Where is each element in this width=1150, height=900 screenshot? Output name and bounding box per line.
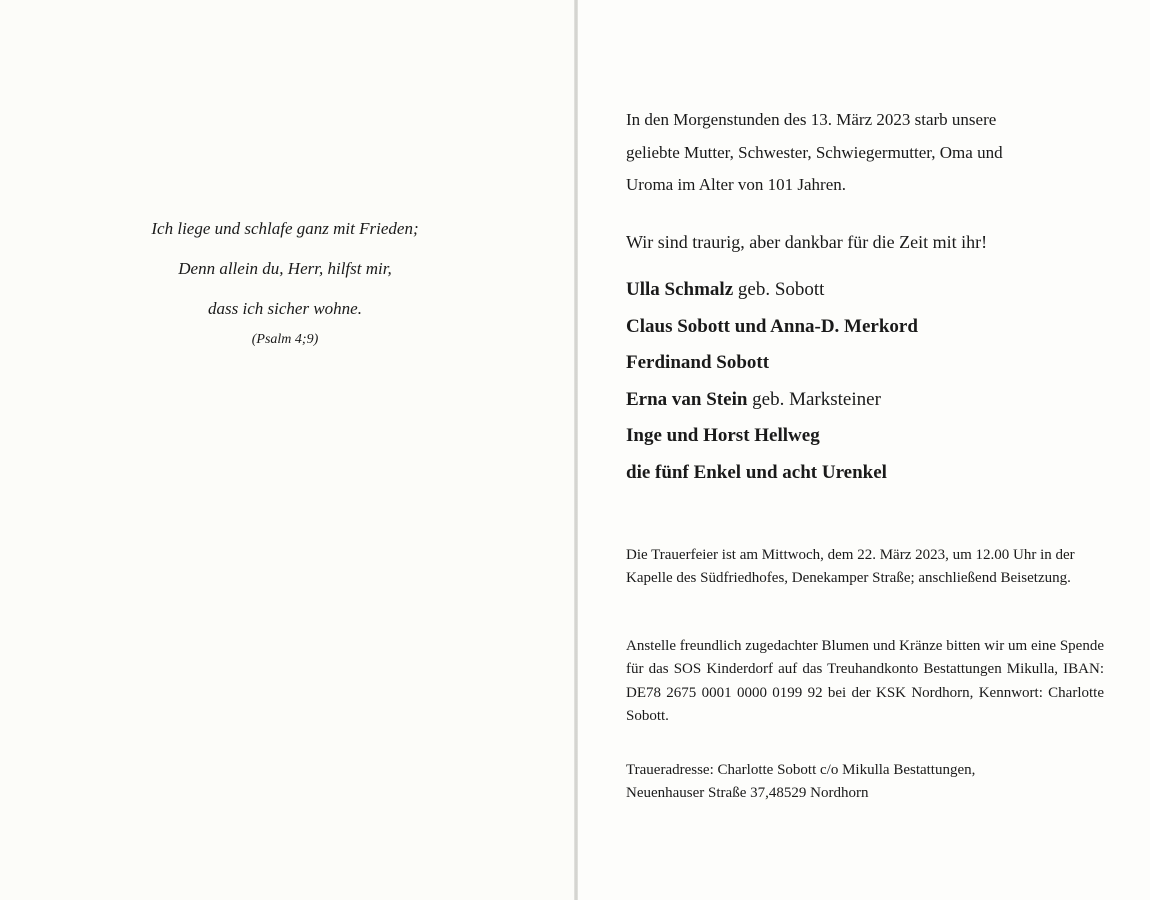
mourner-name: Claus Sobott und Anna-D. Merkord	[626, 315, 918, 337]
gratitude-line: Wir sind traurig, aber dankbar für die Zeit mit ihr!	[626, 232, 988, 252]
right-page	[578, 0, 1150, 900]
death-announcement	[626, 104, 1096, 202]
mourner-name: Inge und Horst Hellweg	[626, 425, 820, 446]
psalm-line: Denn allein du, Herr, hilfst mir,	[178, 259, 392, 278]
address-line: Neuenhauser Straße 37,48529 Nordhorn	[626, 785, 869, 802]
mourner-suffix: geb. Sobott	[733, 279, 825, 300]
mourner-entry	[626, 276, 1126, 313]
address-line: Traueradresse: Charlotte Sobott c/o Mikulla Bestattungen,	[626, 762, 976, 778]
funeral-ceremony-info: Die Trauerfeier ist am Mittwoch, dem 22. März 2023, um 12.00 Uhr in der Kapelle des Südfriedhofes, Denekamper Straße; anschließend Beisetzung.	[626, 547, 1075, 587]
psalm-line: dass ich sicher wohne.	[208, 299, 362, 318]
mourner-name: Erna van Stein	[626, 388, 748, 410]
psalm-line: Ich liege und schlafe ganz mit Frieden;	[151, 219, 419, 238]
mourner-name: Ulla Schmalz	[626, 279, 734, 300]
intro-line: geliebte Mutter, Schwester, Schwiegermutter, Oma und	[626, 142, 1003, 162]
mourner-entry	[626, 386, 1126, 423]
mourner-entry	[626, 459, 1126, 496]
mourner-name: die fünf Enkel und acht Urenkel	[626, 461, 887, 483]
psalm-reference: (Psalm 4;9)	[251, 332, 319, 347]
mourning-address	[626, 759, 1096, 806]
mourner-entry	[626, 313, 1126, 350]
mourner-entry	[626, 422, 1126, 459]
mourner-suffix: geb. Marksteiner	[747, 388, 881, 410]
mourner-name: Ferdinand Sobott	[626, 352, 770, 373]
intro-line: In den Morgenstunden des 13. März 2023 starb unsere	[626, 110, 997, 129]
psalm-verse	[0, 216, 570, 350]
donation-request: Anstelle freundlich zugedachter Blumen und Kränze bitten wir um eine Spende für das SOS Kinderdorf auf das Treuhandkonto Bestattungen Mikulla, IBAN: DE78 2675 0001 0000 0199 92 bei der KSK Nordhorn, Kennwort: Charlotte Sobott.	[626, 638, 1104, 724]
mourners-list	[626, 276, 1126, 495]
mourner-entry	[626, 349, 1126, 386]
intro-line: Uroma im Alter von 101 Jahren.	[626, 175, 847, 194]
